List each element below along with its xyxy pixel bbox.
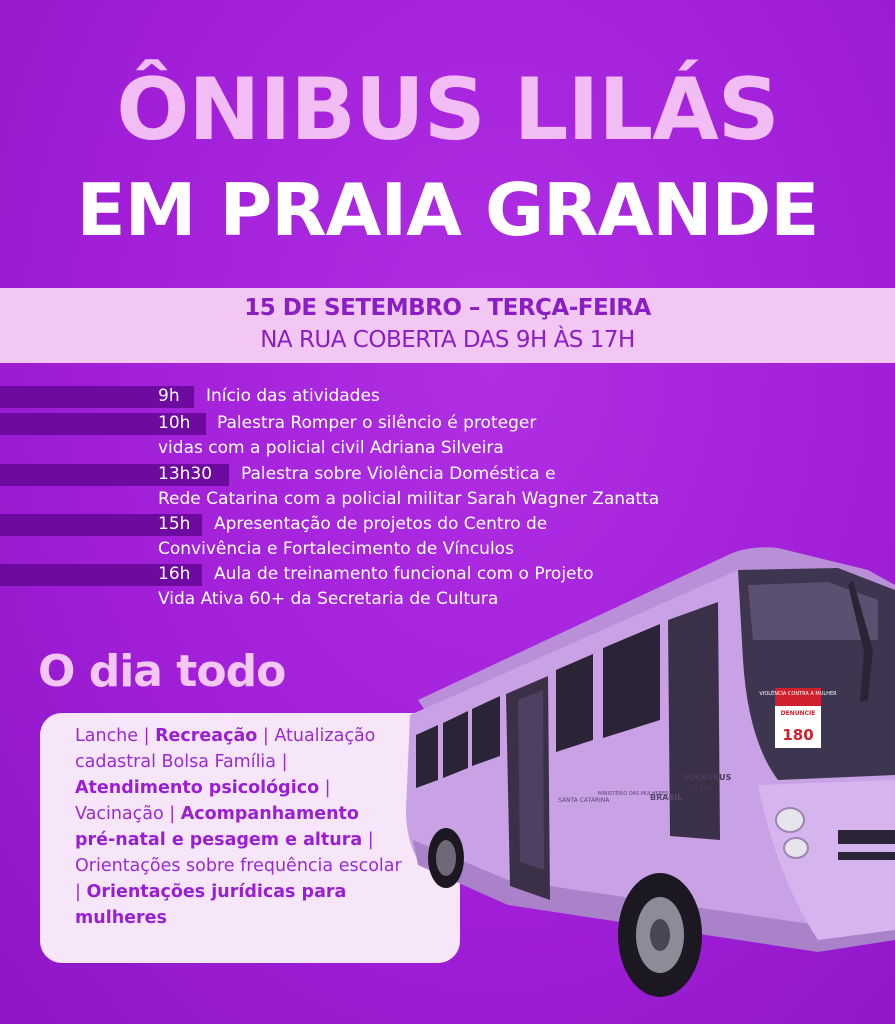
schedule-description: Apresentação de projetos do Centro de: [214, 514, 548, 534]
all-day-item: Atualização cadastral Bolsa Família: [75, 726, 376, 772]
bus-side-text: MINISTÉRIO DAS MULHERES: [598, 791, 669, 797]
bus-window: [556, 654, 593, 752]
schedule-time: 16h: [158, 564, 191, 584]
title-line-2: EM PRAIA GRANDE: [76, 168, 819, 252]
bus-illustration: [398, 540, 895, 1010]
bus-headlight: [776, 808, 804, 832]
title-line-1: ÔNIBUS LILÁS: [116, 60, 779, 160]
bus-model-sub: 15-190: [690, 785, 712, 792]
all-day-heading: O dia todo: [38, 646, 286, 697]
all-day-item: Vacinação: [75, 804, 164, 824]
schedule-time: 15h: [158, 514, 191, 534]
schedule-description-cont: Convivência e Fortalecimento de Vínculos: [158, 539, 514, 559]
schedule-time: 13h30: [158, 464, 213, 484]
schedule-time: 10h: [158, 413, 191, 433]
bus-side-text: SANTA CATARINA: [558, 797, 610, 804]
bus-front-door: [668, 602, 720, 840]
bus-sign-text: VIOLÊNCIA CONTRA A MULHER: [759, 691, 837, 697]
location-hours-line: NA RUA COBERTA DAS 9H ÀS 17H: [260, 327, 635, 353]
date-line: 15 DE SETEMBRO – TERÇA-FEIRA: [244, 295, 651, 321]
schedule-description-cont: vidas com a policial civil Adriana Silveira: [158, 438, 504, 458]
all-day-item: Orientações jurídicas para mulheres: [75, 882, 347, 928]
bus-sign-sub: DENUNCIE: [780, 710, 816, 717]
all-day-item: Atendimento psicológico: [75, 778, 320, 798]
bus-model: VOLKSBUS: [683, 773, 732, 782]
all-day-list: Lanche | Recreação | Atualização cadastral Bolsa Família | Atendimento psicológico | Vacinação | Acompanhamento pré-natal e pesagem e altura | Orientações sobre frequência escolar | Orientações jurídicas para mulheres: [75, 726, 402, 928]
bus-window: [416, 725, 438, 788]
schedule-time: 9h: [158, 386, 180, 406]
schedule-description: Palestra Romper o silêncio é proteger: [217, 413, 537, 433]
bus-route-number: 180: [782, 726, 814, 744]
schedule-description: Início das atividades: [206, 386, 380, 406]
bus-grille: [838, 830, 895, 844]
bus-headlight: [784, 838, 808, 858]
schedule-description: Aula de treinamento funcional com o Projeto: [214, 564, 594, 584]
schedule-description: Palestra sobre Violência Doméstica e: [241, 464, 556, 484]
schedule-description-cont: Vida Ativa 60+ da Secretaria de Cultura: [158, 589, 499, 609]
all-day-item: Orientações sobre frequência escolar: [75, 856, 402, 876]
all-day-item: Lanche: [75, 726, 139, 746]
schedule-description-cont: Rede Catarina com a policial militar Sarah Wagner Zanatta: [158, 489, 660, 509]
bus-side-text: BRASIL: [650, 793, 683, 802]
all-day-item: Acompanhamento pré-natal e pesagem e altura: [75, 804, 363, 850]
all-day-item: Recreação: [155, 726, 258, 746]
